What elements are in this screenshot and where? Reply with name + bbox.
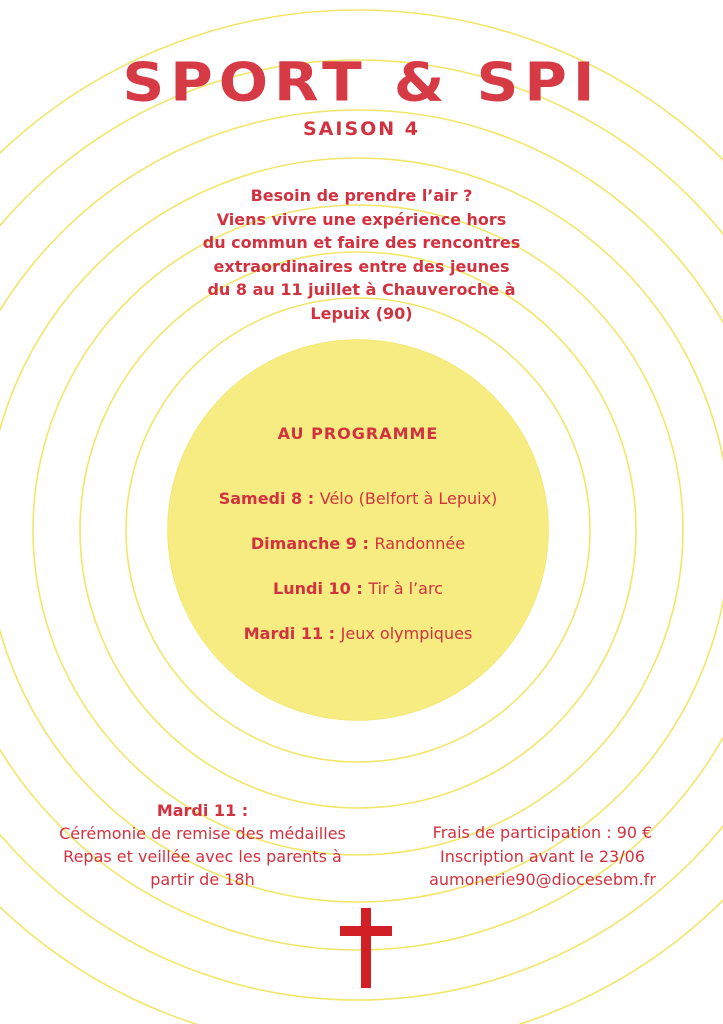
program-separator: : <box>302 489 320 508</box>
intro-line: extraordinaires entre des jeunes <box>213 256 510 276</box>
intro-text <box>161 184 562 325</box>
registration-deadline: Inscription avant le 23/06 <box>440 846 645 866</box>
intro-line: Besoin de prendre l’air ? <box>250 186 473 205</box>
cross-horizontal-bar <box>340 926 392 936</box>
poster-title: SPORT & SPI <box>122 50 601 114</box>
closing-line: Repas et veillée avec les parents à <box>63 847 342 866</box>
program-activity: Randonnée <box>374 534 466 553</box>
program-item <box>168 624 548 643</box>
program-activity: Tir à l’arc <box>368 579 443 598</box>
practical-info-block <box>400 821 685 892</box>
closing-line: Cérémonie de remise des médailles <box>59 824 346 843</box>
cross-vertical-bar <box>361 908 371 988</box>
program-separator: : <box>350 579 369 598</box>
program-item <box>168 579 548 598</box>
closing-ceremony-block <box>30 799 375 891</box>
intro-line: du commun et faire des rencontres <box>202 233 521 252</box>
program-day: Lundi 10 <box>273 579 351 598</box>
program-item <box>168 489 548 508</box>
poster-subtitle: SAISON 4 <box>302 118 421 140</box>
closing-heading: Mardi 11 : <box>156 801 249 820</box>
closing-line: partir de 18h <box>150 870 255 889</box>
cross-icon <box>340 908 392 988</box>
program-day: Mardi 11 <box>243 624 324 643</box>
program-separator: : <box>356 534 375 553</box>
program-separator: : <box>323 624 341 643</box>
program-activity: Vélo (Belfort à Lepuix) <box>319 489 498 508</box>
program-item <box>168 534 548 553</box>
intro-line: Viens vivre une expérience hors <box>216 209 507 229</box>
intro-line: du 8 au 11 juillet à Chauveroche à <box>207 280 516 299</box>
program-day: Dimanche 9 <box>250 534 357 553</box>
intro-line: Lepuix (90) <box>310 303 413 323</box>
program-sun-circle <box>168 340 548 720</box>
program-heading: AU PROGRAMME <box>277 424 439 443</box>
participation-fee: Frais de participation : 90 € <box>432 823 653 842</box>
program-day: Samedi 8 <box>218 489 303 508</box>
contact-email: aumonerie90@diocesebm.fr <box>429 870 656 889</box>
program-activity: Jeux olympiques <box>340 624 473 643</box>
